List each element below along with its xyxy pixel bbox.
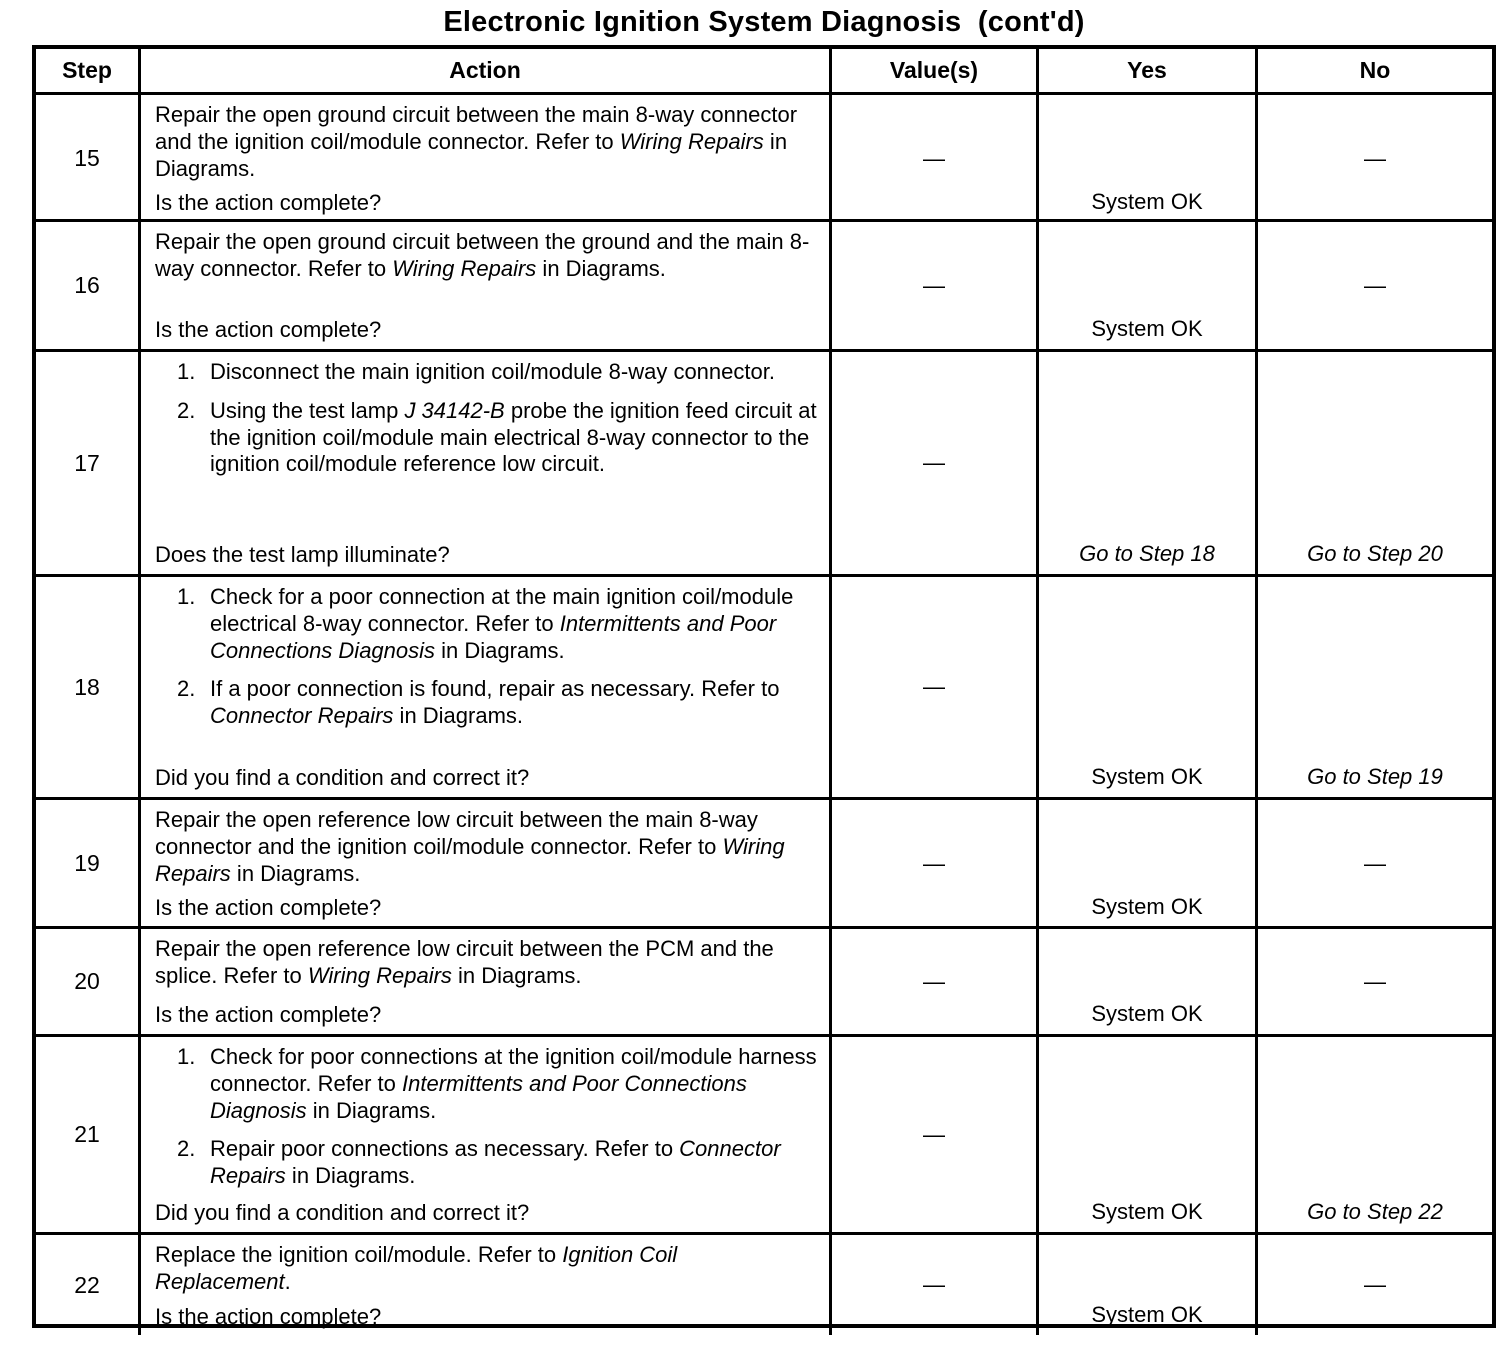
value-text: — bbox=[923, 674, 945, 699]
table-body bbox=[36, 92, 1492, 1329]
action-item: Replace the ignition coil/module. Refer to Ignition Coil Replacement. bbox=[155, 1242, 678, 1294]
no-cell bbox=[1255, 222, 1492, 349]
yes-text: System OK bbox=[1091, 894, 1203, 920]
action-cell bbox=[138, 1235, 829, 1335]
no-text: Go to Step 22 bbox=[1307, 1199, 1443, 1224]
step-number: 16 bbox=[74, 272, 100, 298]
yes-text: System OK bbox=[1091, 316, 1203, 341]
no-cell bbox=[1255, 929, 1492, 1034]
action-cell bbox=[138, 95, 829, 222]
table-row bbox=[36, 1232, 1492, 1329]
action-text bbox=[155, 102, 819, 182]
no-text: Go to Step 19 bbox=[1307, 764, 1443, 789]
action-question: Did you find a condition and correct it? bbox=[155, 1200, 530, 1226]
action-item: 1. Check for a poor connection at the main ignition coil/module electrical 8-way connector. Refer to Intermittents and Poor Connections Diagnosis in Diagrams. bbox=[177, 584, 794, 663]
yes-text: System OK bbox=[1091, 1001, 1203, 1026]
action-question: Is the action complete? bbox=[155, 190, 382, 216]
value-text: — bbox=[923, 850, 945, 876]
action-item: Repair the open reference low circuit between the PCM and the splice. Refer to Wiring Repairs in Diagrams. bbox=[155, 936, 774, 988]
step-number: 22 bbox=[74, 1271, 100, 1298]
action-question: Is the action complete? bbox=[155, 1303, 382, 1329]
action-text bbox=[155, 229, 819, 283]
action-text bbox=[155, 936, 819, 990]
action-question: Is the action complete? bbox=[155, 1002, 382, 1028]
action-question: Is the action complete? bbox=[155, 895, 382, 921]
value-text: — bbox=[923, 450, 945, 475]
action-item: 2. If a poor connection is found, repair as necessary. Refer to Connector Repairs in Diagrams. bbox=[177, 676, 780, 729]
value-text: — bbox=[923, 968, 945, 994]
action-cell bbox=[138, 577, 829, 797]
yes-cell bbox=[1036, 1235, 1255, 1335]
no-text: — bbox=[1364, 1272, 1386, 1298]
action-item: 2. Repair poor connections as necessary. Refer to Connector Repairs in Diagrams. bbox=[177, 1136, 781, 1189]
step-number: 19 bbox=[74, 850, 100, 877]
no-cell bbox=[1255, 352, 1492, 574]
yes-cell bbox=[1036, 800, 1255, 927]
table-row bbox=[36, 349, 1492, 574]
no-cell bbox=[1255, 577, 1492, 797]
value-text: — bbox=[923, 272, 945, 298]
step-number: 21 bbox=[74, 1121, 100, 1147]
value-cell bbox=[829, 1235, 1036, 1335]
step-number: 18 bbox=[74, 673, 100, 700]
step-number: 17 bbox=[74, 449, 100, 476]
action-text bbox=[155, 807, 819, 887]
action-item: Repair the open ground circuit between the main 8-way connector and the ignition coil/module connector. Refer to Wiring Repairs in Diagrams. bbox=[155, 102, 798, 181]
no-text: — bbox=[1364, 968, 1386, 994]
value-text: — bbox=[923, 1272, 945, 1298]
action-question: Is the action complete? bbox=[155, 317, 382, 343]
value-cell bbox=[829, 95, 1036, 222]
action-text bbox=[155, 359, 819, 478]
action-item: 2. Using the test lamp J 34142-B probe the ignition feed circuit at the ignition coil/module main electrical 8-way connector to the ignition coil/module reference low circuit. bbox=[177, 397, 817, 477]
yes-cell bbox=[1036, 222, 1255, 349]
yes-text: System OK bbox=[1091, 1199, 1203, 1224]
step-cell bbox=[36, 800, 138, 927]
action-item: Repair the open ground circuit between the ground and the main 8-way connector. Refer to Wiring Repairs in Diagrams. bbox=[155, 229, 810, 281]
yes-text: System OK bbox=[1091, 1302, 1203, 1328]
yes-cell bbox=[1036, 929, 1255, 1034]
no-text: Go to Step 20 bbox=[1307, 541, 1443, 566]
step-cell bbox=[36, 1235, 138, 1335]
step-cell bbox=[36, 577, 138, 797]
no-text: — bbox=[1364, 145, 1386, 171]
no-text: — bbox=[1364, 850, 1386, 876]
action-question: Did you find a condition and correct it? bbox=[155, 765, 530, 791]
action-question: Does the test lamp illuminate? bbox=[155, 542, 450, 568]
value-cell bbox=[829, 222, 1036, 349]
yes-cell bbox=[1036, 95, 1255, 222]
header-no: No bbox=[1255, 49, 1492, 92]
value-cell bbox=[829, 929, 1036, 1034]
step-cell bbox=[36, 95, 138, 222]
step-number: 15 bbox=[74, 145, 100, 172]
no-text: — bbox=[1364, 272, 1386, 298]
action-item: 1. Disconnect the main ignition coil/module 8-way connector. bbox=[177, 359, 775, 384]
table-row bbox=[36, 92, 1492, 219]
value-cell bbox=[829, 800, 1036, 927]
yes-cell bbox=[1036, 352, 1255, 574]
yes-text: Go to Step 18 bbox=[1079, 541, 1215, 566]
header-yes: Yes bbox=[1036, 49, 1255, 92]
value-cell bbox=[829, 1037, 1036, 1232]
action-text bbox=[155, 1044, 819, 1190]
page-title: Electronic Ignition System Diagnosis (cont'd) bbox=[443, 6, 1085, 38]
value-text: — bbox=[923, 145, 945, 171]
step-cell bbox=[36, 222, 138, 349]
yes-cell bbox=[1036, 577, 1255, 797]
step-number: 20 bbox=[74, 968, 100, 994]
action-cell bbox=[138, 1037, 829, 1232]
value-text: — bbox=[923, 1121, 945, 1147]
no-cell bbox=[1255, 800, 1492, 927]
action-item: Repair the open reference low circuit between the main 8-way connector and the ignition coil/module connector. Refer to Wiring Repairs in Diagrams. bbox=[155, 807, 785, 886]
value-cell bbox=[829, 352, 1036, 574]
table-row bbox=[36, 797, 1492, 926]
step-cell bbox=[36, 352, 138, 574]
step-cell bbox=[36, 929, 138, 1034]
diagnosis-table bbox=[32, 45, 1496, 1328]
header-row bbox=[36, 49, 1492, 92]
table-row bbox=[36, 574, 1492, 797]
yes-text: System OK bbox=[1091, 189, 1203, 215]
no-cell bbox=[1255, 1235, 1492, 1335]
action-text bbox=[155, 1242, 819, 1296]
action-cell bbox=[138, 800, 829, 927]
action-item: 1. Check for poor connections at the ignition coil/module harness connector. Refer to Intermittents and Poor Connections Diagnosis in Diagrams. bbox=[177, 1044, 817, 1123]
no-cell bbox=[1255, 95, 1492, 222]
yes-cell bbox=[1036, 1037, 1255, 1232]
header-values: Value(s) bbox=[829, 49, 1036, 92]
action-cell bbox=[138, 222, 829, 349]
step-cell bbox=[36, 1037, 138, 1232]
action-cell bbox=[138, 929, 829, 1034]
no-cell bbox=[1255, 1037, 1492, 1232]
action-text bbox=[155, 584, 819, 730]
action-cell bbox=[138, 352, 829, 574]
yes-text: System OK bbox=[1091, 764, 1203, 789]
header-action: Action bbox=[138, 49, 829, 92]
table-row bbox=[36, 926, 1492, 1034]
header-step: Step bbox=[62, 57, 112, 83]
table-row bbox=[36, 1034, 1492, 1232]
table-row bbox=[36, 219, 1492, 349]
value-cell bbox=[829, 577, 1036, 797]
